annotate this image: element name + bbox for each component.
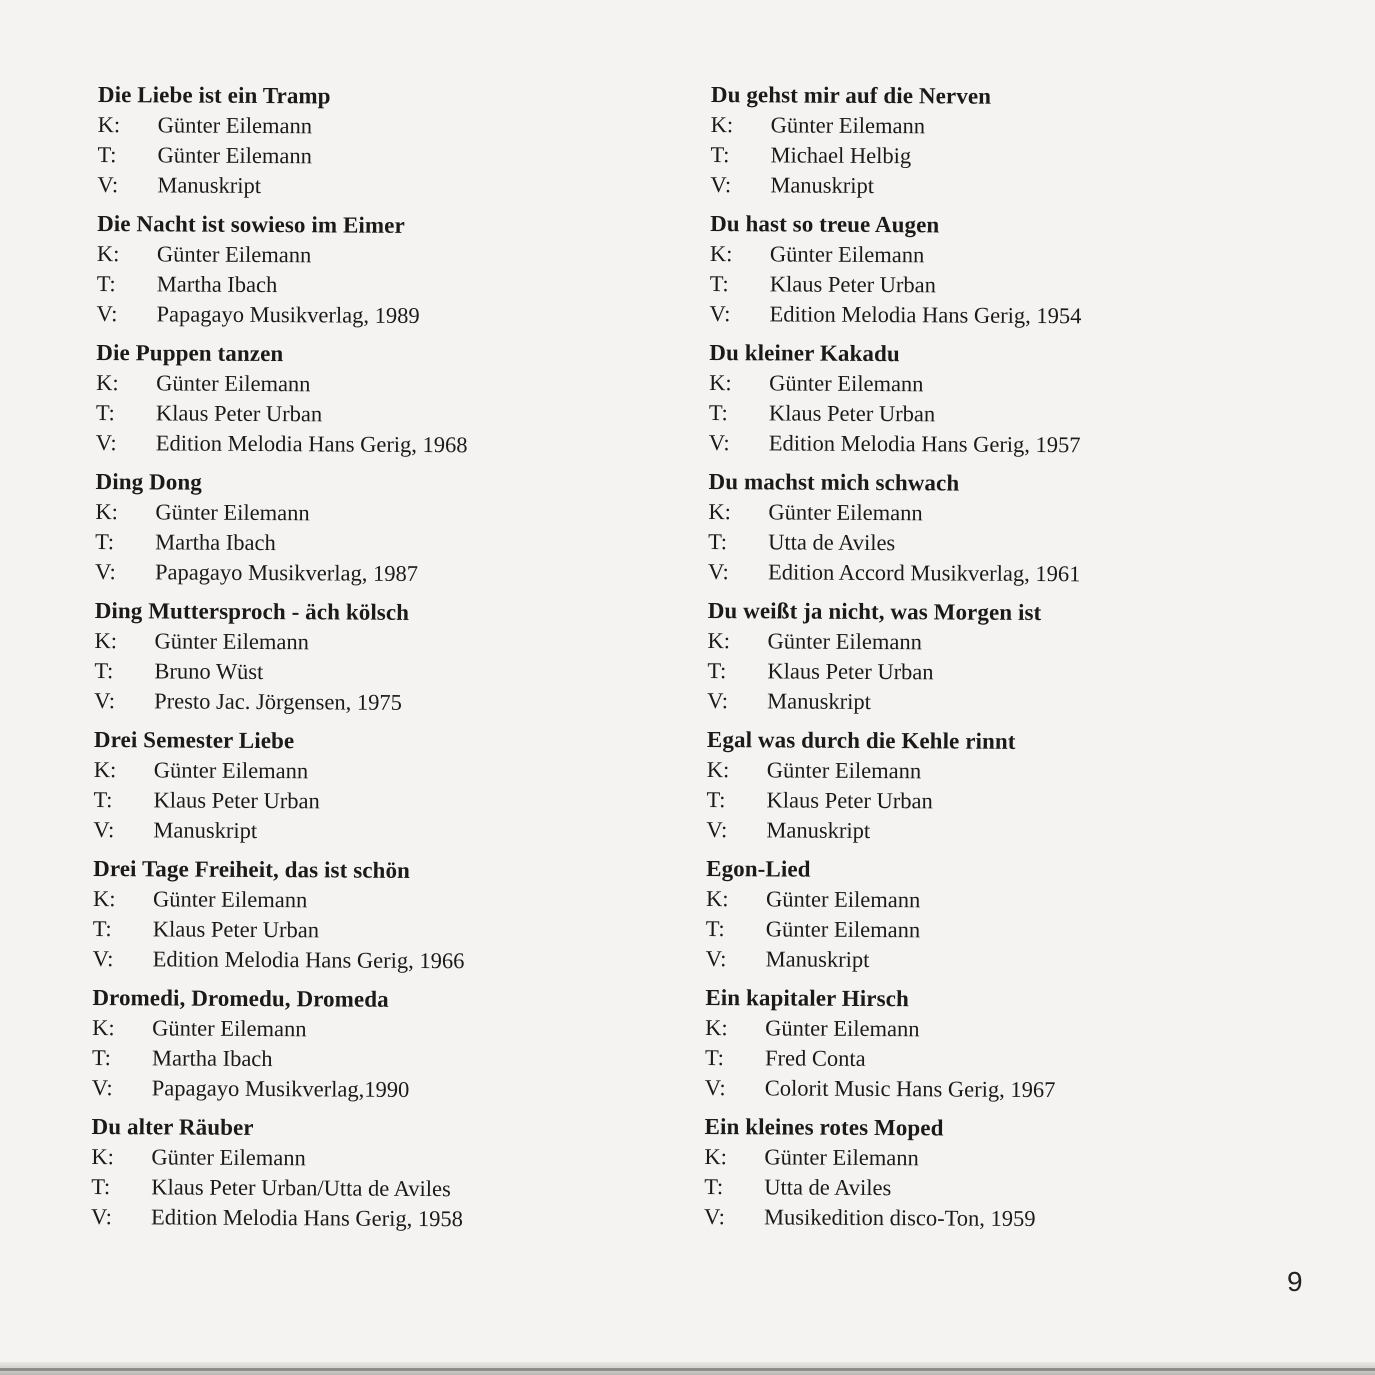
credit-value: Michael Helbig [770, 142, 912, 169]
song-entry [710, 80, 1311, 213]
credit-label: T: [710, 141, 730, 168]
credit-label: T: [704, 1044, 724, 1071]
credit-value: Günter Eilemann [765, 1015, 920, 1042]
song-title: Die Liebe ist ein Tramp [97, 81, 331, 109]
credit-label: V: [90, 1203, 112, 1230]
credit-line [94, 686, 694, 720]
credit-line [707, 686, 1307, 720]
credit-value: Klaus Peter Urban [153, 787, 320, 814]
song-title: Drei Semester Liebe [93, 726, 295, 754]
credit-value: Manuskript [767, 688, 872, 714]
credit-value: Papagayo Musikverlag, 1987 [154, 559, 419, 586]
credit-line [709, 428, 1309, 462]
credit-line [95, 497, 695, 531]
credit-value: Klaus Peter Urban [766, 787, 933, 814]
credit-line [704, 1172, 1304, 1206]
credit-value: Utta de Aviles [764, 1174, 892, 1201]
left-column [91, 80, 698, 1245]
credit-value: Günter Eilemann [154, 628, 309, 655]
credit-line [92, 1013, 692, 1047]
credit-value: Manuskript [157, 172, 262, 198]
credit-label: K: [92, 1014, 115, 1041]
credit-label: K: [705, 1014, 728, 1041]
credit-line [704, 1202, 1304, 1236]
credit-value: Martha Ibach [155, 529, 276, 556]
credit-line [94, 785, 694, 819]
song-entry [96, 338, 697, 471]
credit-label: V: [704, 1074, 726, 1101]
credit-label: V: [97, 171, 119, 198]
credit-label: T: [92, 915, 112, 942]
credit-label: T: [96, 270, 116, 297]
credit-value: Günter Eilemann [764, 1144, 919, 1171]
song-title: Du alter Räuber [91, 1113, 254, 1140]
credit-line [708, 527, 1308, 561]
credit-label: V: [93, 816, 115, 843]
credit-line [97, 269, 697, 303]
credit-line [704, 1142, 1304, 1176]
credit-value: Bruno Wüst [154, 658, 264, 685]
song-title: Die Puppen tanzen [96, 339, 284, 367]
credit-line [709, 368, 1309, 402]
song-title: Ding Dong [95, 468, 202, 495]
credit-line [707, 785, 1307, 819]
credit-value: Colorit Music Hans Gerig, 1967 [764, 1075, 1056, 1103]
credit-label: V: [707, 687, 729, 714]
credit-label: T: [708, 399, 728, 426]
page-bottom-line [0, 1368, 1375, 1371]
song-title: Ding Muttersproch - äch kölsch [94, 597, 410, 625]
credit-value: Günter Eilemann [770, 112, 926, 139]
credit-label: K: [706, 756, 730, 783]
credit-line [96, 398, 696, 432]
song-entry [708, 467, 1309, 600]
credit-line [710, 170, 1310, 204]
credit-label: V: [95, 429, 117, 456]
credit-value: Edition Melodia Hans Gerig, 1966 [152, 946, 465, 974]
credit-label: V: [94, 687, 116, 714]
credit-line [93, 884, 693, 918]
credit-line [710, 239, 1310, 273]
credit-label: T: [91, 1044, 111, 1071]
credit-label: V: [708, 429, 730, 456]
credit-label: T: [95, 528, 115, 555]
credit-label: K: [97, 111, 121, 138]
credit-value: Günter Eilemann [767, 628, 922, 655]
credit-value: Fred Conta [764, 1045, 866, 1071]
song-entry [95, 467, 696, 600]
credit-line [96, 299, 696, 333]
credit-line [706, 944, 1306, 978]
song-entry [704, 1112, 1305, 1245]
song-entry [706, 725, 1307, 858]
song-title: Drei Tage Freiheit, das ist schön [93, 855, 411, 883]
song-title: Du kleiner Kakadu [709, 339, 900, 367]
credit-line [708, 557, 1308, 591]
song-title: Du hast so treue Augen [710, 210, 940, 238]
song-entry [92, 854, 693, 987]
credit-label: K: [710, 111, 734, 138]
credit-label: T: [707, 657, 727, 684]
credit-label: K: [94, 627, 118, 654]
song-title: Egal was durch die Kehle rinnt [706, 726, 1016, 754]
credit-value: Edition Melodia Hans Gerig, 1958 [150, 1204, 463, 1232]
credit-label: K: [707, 627, 731, 654]
credit-value: Günter Eilemann [153, 757, 309, 784]
credit-value: Edition Melodia Hans Gerig, 1968 [155, 430, 468, 458]
song-title: Ein kleines rotes Moped [704, 1113, 944, 1141]
credit-value: Günter Eilemann [765, 916, 921, 943]
credit-line [93, 944, 693, 978]
credit-line [711, 110, 1311, 144]
credit-label: T: [91, 1173, 111, 1200]
song-entry [705, 983, 1306, 1116]
credit-value: Manuskript [765, 946, 870, 972]
credit-value: Günter Eilemann [157, 142, 312, 169]
credit-value: Papagayo Musikverlag, 1989 [156, 301, 420, 328]
credit-line [92, 1043, 692, 1077]
credit-line [708, 497, 1308, 531]
credit-value: Klaus Peter Urban [768, 400, 936, 427]
credit-line [96, 368, 696, 402]
credit-line [710, 269, 1310, 303]
credit-value: Manuskript [766, 817, 871, 843]
credit-label: K: [705, 885, 729, 912]
credit-label: V: [91, 1074, 113, 1101]
song-entry [705, 854, 1306, 987]
credit-value: Manuskript [770, 172, 875, 198]
credit-label: T: [95, 399, 115, 426]
credit-line [94, 755, 694, 789]
credit-line [93, 815, 693, 849]
credit-line [94, 656, 694, 690]
credit-line [706, 815, 1306, 849]
credit-value: Utta de Aviles [768, 529, 896, 556]
credit-line [709, 398, 1309, 432]
credit-label: K: [93, 756, 117, 783]
credit-label: K: [96, 369, 119, 396]
credit-value: Günter Eilemann [157, 112, 313, 139]
credit-label: V: [96, 300, 118, 327]
song-title: Du gehst mir auf die Nerven [710, 81, 992, 109]
credit-line [96, 428, 696, 462]
credit-line [706, 914, 1306, 948]
credit-label: K: [709, 240, 733, 267]
credit-label: T: [94, 657, 114, 684]
credit-label: V: [703, 1203, 725, 1230]
song-title: Ein kapitaler Hirsch [705, 984, 909, 1012]
credit-line [709, 299, 1309, 333]
credit-value: Günter Eilemann [151, 1144, 306, 1171]
credit-line [91, 1142, 691, 1176]
song-entry [709, 209, 1310, 342]
credit-label: V: [705, 945, 727, 972]
credit-value: Martha Ibach [151, 1045, 273, 1072]
credit-value: Martha Ibach [156, 271, 278, 298]
credit-label: K: [704, 1143, 727, 1170]
credit-value: Günter Eilemann [152, 886, 308, 913]
credit-value: Papagayo Musikverlag,1990 [151, 1075, 410, 1102]
credit-line [97, 170, 697, 204]
credit-value: Manuskript [153, 817, 258, 843]
credit-line [707, 626, 1307, 660]
credit-label: K: [92, 885, 116, 912]
credit-line [95, 527, 695, 561]
credit-value: Günter Eilemann [152, 1015, 307, 1042]
page-number: 9 [1287, 1266, 1303, 1297]
credit-line [707, 656, 1307, 690]
credit-line [707, 755, 1307, 789]
credit-label: K: [95, 498, 118, 525]
credit-line [705, 1073, 1305, 1107]
credit-value: Klaus Peter Urban [155, 400, 323, 427]
credit-value: Günter Eilemann [155, 499, 310, 526]
credit-line [98, 110, 698, 144]
credit-value: Musikedition disco-Ton, 1959 [763, 1204, 1036, 1232]
credit-line [91, 1202, 691, 1236]
credit-label: V: [706, 816, 728, 843]
credit-line [95, 557, 695, 591]
credit-line [93, 914, 693, 948]
credit-value: Klaus Peter Urban [769, 271, 937, 298]
credit-label: T: [704, 1173, 724, 1200]
credit-value: Klaus Peter Urban [152, 916, 320, 943]
credit-line [710, 140, 1310, 174]
song-entry [709, 338, 1310, 471]
credit-label: K: [708, 498, 731, 525]
song-title: Die Nacht ist sowieso im Eimer [97, 210, 405, 238]
credit-value: Klaus Peter Urban [767, 658, 934, 685]
credit-label: T: [706, 786, 726, 813]
credit-value: Klaus Peter Urban/Utta de Aviles [151, 1174, 451, 1202]
credit-label: T: [705, 915, 725, 942]
song-title: Du weißt ja nicht, was Morgen ist [707, 597, 1042, 626]
credit-line [91, 1172, 691, 1206]
credit-label: K: [709, 369, 732, 396]
credit-line [97, 239, 697, 273]
credit-value: Günter Eilemann [769, 370, 924, 397]
credit-label: T: [708, 528, 728, 555]
credit-line [705, 1013, 1305, 1047]
credit-label: K: [91, 1143, 115, 1170]
song-title: Egon-Lied [706, 855, 811, 882]
credit-line [92, 1073, 692, 1107]
credit-value: Edition Accord Musikverlag, 1961 [767, 559, 1081, 587]
credit-label: V: [709, 300, 731, 327]
credit-label: V: [710, 171, 732, 198]
song-title: Du machst mich schwach [708, 468, 960, 496]
credit-line [705, 1043, 1305, 1077]
song-entry [707, 596, 1308, 729]
credit-value: Edition Melodia Hans Gerig, 1954 [769, 301, 1082, 329]
credit-value: Günter Eilemann [768, 499, 923, 526]
credit-label: K: [96, 240, 120, 267]
credit-value: Presto Jac. Jörgensen, 1975 [154, 688, 402, 715]
song-entry [93, 725, 694, 858]
song-entry [96, 209, 697, 342]
song-entry [92, 983, 693, 1116]
song-entry [97, 80, 698, 213]
credit-value: Günter Eilemann [766, 757, 922, 784]
credit-line [706, 884, 1306, 918]
song-title: Dromedi, Dromedu, Dromeda [92, 984, 389, 1012]
credit-label: T: [93, 786, 113, 813]
credit-value: Günter Eilemann [765, 886, 921, 913]
right-column [704, 80, 1311, 1245]
credit-value: Günter Eilemann [769, 241, 925, 268]
credit-label: T: [97, 141, 117, 168]
song-entry [91, 1112, 692, 1245]
credit-label: V: [92, 945, 114, 972]
credit-value: Günter Eilemann [156, 370, 311, 397]
credit-line [97, 140, 697, 174]
credit-line [94, 626, 694, 660]
credit-label: V: [94, 558, 116, 585]
credit-value: Edition Melodia Hans Gerig, 1957 [768, 430, 1081, 458]
credit-label: V: [707, 558, 729, 585]
credit-label: T: [709, 270, 729, 297]
song-entry [94, 596, 695, 729]
credit-value: Günter Eilemann [156, 241, 312, 268]
